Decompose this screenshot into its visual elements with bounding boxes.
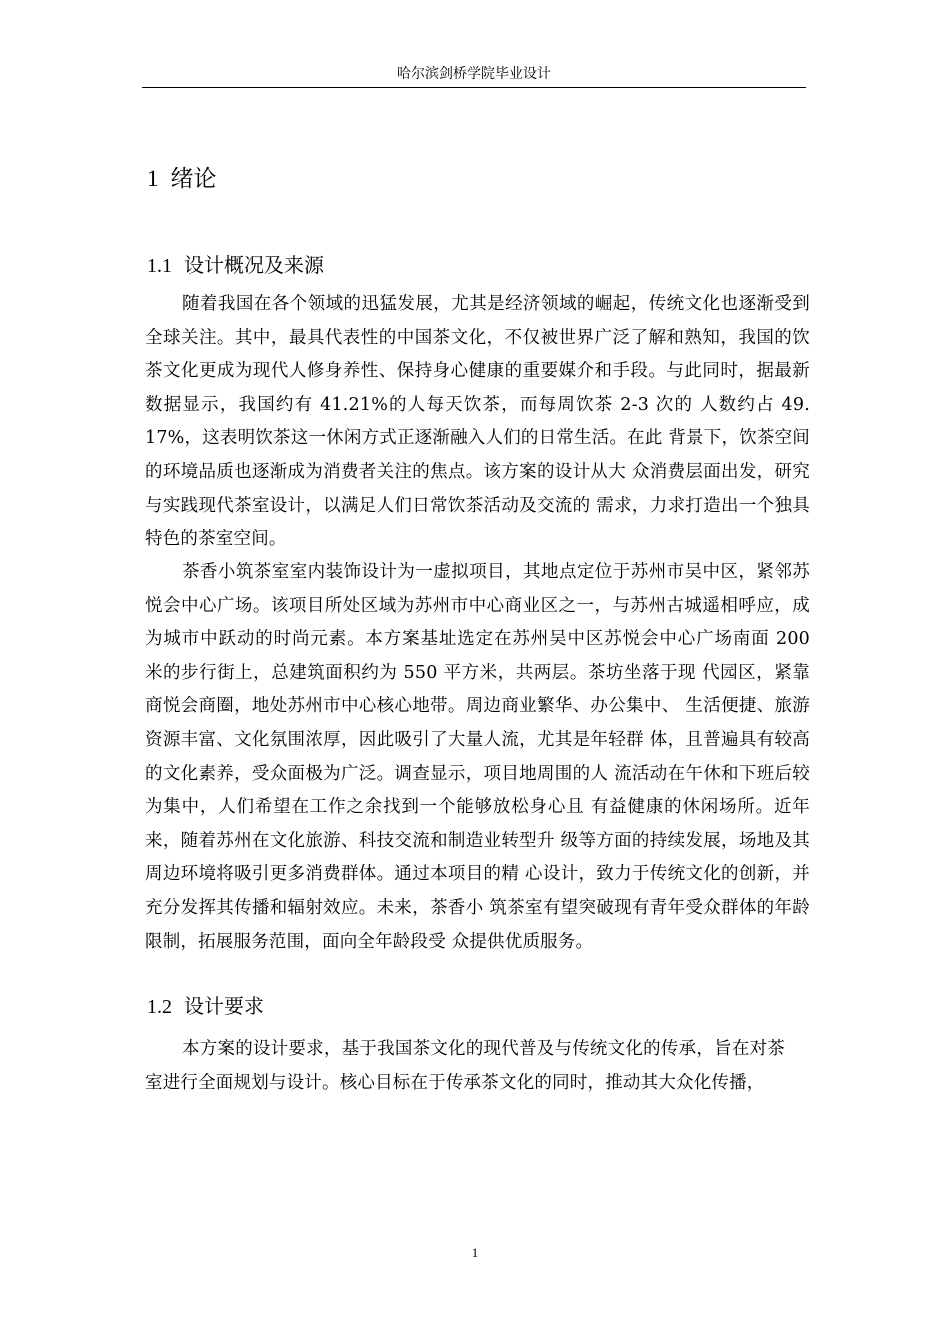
paragraph: 随着我国在各个领域的迅猛发展，尤其是经济领域的崛起，传统文化也逐渐受到全球关注。其中，最具代表性的中国茶文化，不仅被世界广泛了解和熟知，我国的饮茶文化更成为现代人修身养性、保持身心健康的重要媒介和手段。与此同时，据最新数据显示，我国约有 41.21%的人每天饮茶，而每周饮茶 2-3 次的 人数约占 49. 17%，这表明饮茶这一休闲方式正逐渐融入人们的日常生活。在此 背景下，饮茶空间的环境品质也逐渐成为消费者关注的焦点。该方案的设计从大 众消费层面出发，研究与实践现代茶室设计，以满足人们日常饮茶活动及交流的 需求，力求打造出一个独具特色的茶室空间。	[145, 294, 810, 550]
section-number: 1.2	[147, 996, 172, 1018]
header-divider	[142, 87, 806, 88]
chapter-title: 绪论	[170, 166, 217, 192]
section-number: 1.1	[147, 255, 172, 277]
paragraph: 茶香小筑茶室室内装饰设计为一虚拟项目，其地点定位于苏州市吴中区，紧邻苏悦会中心广场。该项目所处区域为苏州市中心商业区之一，与苏州古城遥相呼应，成为城市中跃动的时尚元素。本方案基址选定在苏州吴中区苏悦会中心广场南面 200 米的步行街上，总建筑面积约为 550 平方米，共两层。茶坊坐落于现 代园区，紧靠商悦会商圈，地处苏州市中心核心地带。周边商业繁华、办公集中、 生活便捷、旅游资源丰富、文化氛围浓厚，因此吸引了大量人流，尤其是年轻群 体，且普遍具有较高的文化素养，受众面极为广泛。调查显示，项目地周围的人 流活动在午休和下班后较为集中，人们希望在工作之余找到一个能够放松身心且 有益健康的休闲场所。近年来，随着苏州在文化旅游、科技交流和制造业转型升 级等方面的持续发展，场地及其周边环境将吸引更多消费群体。通过本项目的精 心设计，致力于传统文化的创新，并充分发挥其传播和辐射效应。未来，茶香小 筑茶室有望突破现有青年受众群体的年龄限制，拓展服务范围，面向全年龄段受 众提供优质服务。	[145, 562, 810, 952]
section-title: 设计要求	[184, 994, 264, 1018]
chapter-number: 1	[147, 166, 159, 191]
section-title: 设计概况及来源	[184, 253, 324, 277]
section-heading-1-1	[147, 250, 324, 281]
chapter-heading	[147, 162, 217, 196]
section-heading-1-2	[147, 991, 264, 1022]
page-header: 哈尔滨剑桥学院毕业设计	[397, 66, 551, 82]
page-number: 1	[471, 1245, 479, 1260]
paragraph: 本方案的设计要求，基于我国茶文化的现代普及与传统文化的传承，旨在对茶室进行全面规划与设计。核心目标在于传承茶文化的同时，推动其大众化传播，	[145, 1039, 785, 1093]
